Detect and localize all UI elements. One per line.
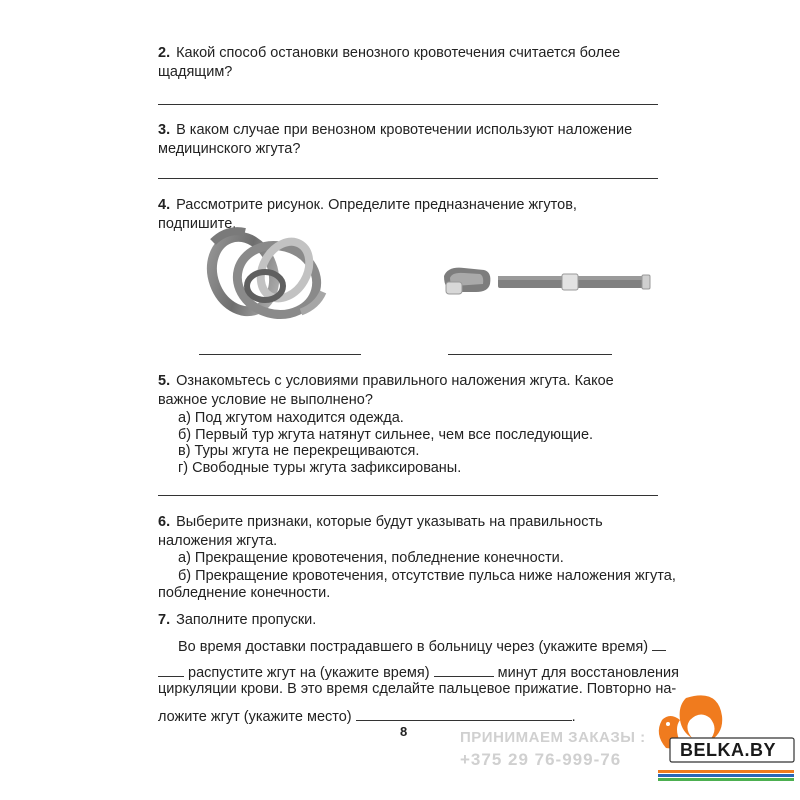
question-5 <box>158 372 658 410</box>
blank-time-2[interactable] <box>158 662 184 677</box>
question-text: Заполните пропуски. <box>176 612 317 628</box>
label-line-left[interactable] <box>199 354 361 355</box>
option-c: в) Туры жгута не перекрещиваются. <box>178 443 420 459</box>
blank-duration[interactable] <box>434 662 494 677</box>
question-number: 6. <box>158 514 171 530</box>
question-3 <box>158 121 658 159</box>
fill-line-4 <box>158 706 576 726</box>
fill-text: распустите жгут на (укажите время) <box>188 665 430 681</box>
fill-line-2 <box>158 662 679 682</box>
question-number: 3. <box>158 122 171 138</box>
fill-line-1 <box>178 636 666 656</box>
question-number: 7. <box>158 612 171 628</box>
question-text: Ознакомьтесь с условиями правильного наложения жгута. Какое важное условие не выполнено? <box>158 373 614 408</box>
option-a: а) Прекращение кровотечения, побледнение конечности. <box>178 550 564 566</box>
page-number: 8 <box>400 724 408 739</box>
watermark <box>460 727 646 771</box>
option-b: б) Прекращение кровотечения, отсутствие пульса ниже наложения жгута, <box>178 568 676 584</box>
option-b-continued: побледнение конечности. <box>158 585 331 601</box>
fill-text: минут для восстановления <box>497 665 680 681</box>
label-line-right[interactable] <box>448 354 612 355</box>
question-text: Выберите признаки, которые будут указывать на правильность наложения жгута. <box>158 514 603 549</box>
question-text: Рассмотрите рисунок. Определите предназначение жгутов, подпишите. <box>158 197 577 232</box>
blank-time-1[interactable] <box>652 636 666 651</box>
option-b: б) Первый тур жгута натянут сильнее, чем все последующие. <box>178 427 594 443</box>
question-number: 4. <box>158 197 171 213</box>
option-d: г) Свободные туры жгута зафиксированы. <box>178 460 462 476</box>
answer-line[interactable] <box>158 104 658 105</box>
fill-text: Во время доставки пострадавшего в больницу через (укажите время) <box>178 639 649 655</box>
blank-place[interactable] <box>356 706 572 721</box>
answer-line[interactable] <box>158 495 658 496</box>
watermark-phone: +375 29 76-999-76 <box>460 750 622 769</box>
question-2 <box>158 44 658 82</box>
logo-text: BELKA.BY <box>680 740 777 760</box>
watermark-line-1: ПРИНИМАЕМ ЗАКАЗЫ : <box>460 729 646 746</box>
question-6 <box>158 513 658 551</box>
option-a: а) Под жгутом находится одежда. <box>178 410 404 426</box>
belt-tourniquet-image <box>440 258 655 308</box>
rubber-tourniquet-image <box>205 222 335 332</box>
fill-text: ложите жгут (укажите место) <box>158 709 352 725</box>
period: . <box>571 709 576 725</box>
question-text: Какой способ остановки венозного кровотечения считается более щадящим? <box>158 45 621 80</box>
answer-line[interactable] <box>158 178 658 179</box>
question-number: 2. <box>158 45 171 61</box>
question-7 <box>158 611 658 630</box>
fill-line-3: циркуляции крови. В это время сделайте пальцевое прижатие. Повторно на- <box>158 681 677 697</box>
question-text: В каком случае при венозном кровотечении используют наложение медицинского жгута? <box>158 122 633 157</box>
question-number: 5. <box>158 373 171 389</box>
